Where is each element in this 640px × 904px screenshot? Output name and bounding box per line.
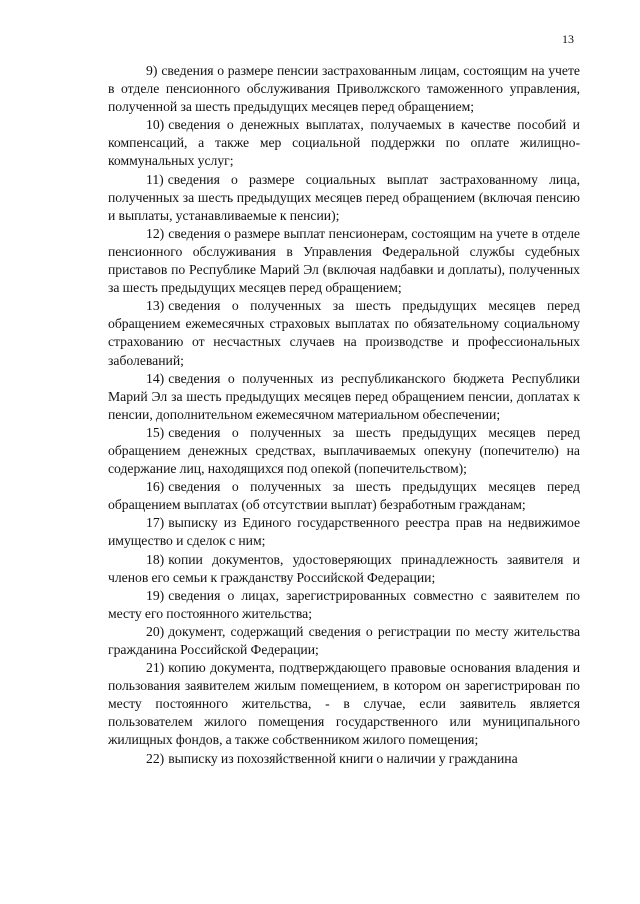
item-number: 10) [146,117,165,133]
list-item [108,370,580,424]
item-number: 21) [146,660,165,676]
item-text: сведения о размере пенсии застрахованным лицам, состоящим на учете в отделе пенсионного обслуживания Приволжского таможенного управления, полученной за шесть предыдущих месяцев перед обращением; [108,63,580,115]
item-text: сведения о полученных за шесть предыдущих месяцев перед обращением выплатах (об отсутствии выплат) безработным гражданам; [108,479,580,513]
item-number: 14) [146,370,165,386]
item-number: 17) [146,515,165,531]
item-number: 11) [146,171,164,187]
item-number: 13) [146,298,165,314]
item-text: сведения о полученных из республиканского бюджета Республики Марий Эл за шесть предыдущих месяцев перед обращением пенсии, доплатах к пенсии, дополнительном ежемесячном материальном обеспечении; [108,370,580,422]
item-number: 19) [146,587,165,603]
item-text: копии документов, удостоверяющих принадлежность заявителя и членов его семьи к гражданству Российской Федерации; [108,551,580,585]
list-item [108,587,580,623]
item-text: сведения о денежных выплатах, получаемых в качестве пособий и компенсаций, а также мер социальной поддержки по оплате жилищно-коммунальных услуг; [108,117,580,169]
item-text: сведения о полученных за шесть предыдущих месяцев перед обращением денежных средствах, выплачиваемых опекуну (попечителю) на содержание лиц, находящихся под опекой (попечительством); [108,424,580,477]
item-number: 16) [146,479,165,495]
item-text: сведения о лицах, зарегистрированных совместно с заявителем по месту его постоянного жительства; [108,587,580,621]
item-number: 9) [146,63,158,78]
document-body [108,62,580,768]
item-text: сведения о размере выплат пенсионерам, состоящим на учете в отделе пенсионного обслуживания в Управления Федеральной службы судебных приставов по Республике Марий Эл (включая надбавки и доплаты), полученных за шесть предыдущих месяцев перед обращением; [108,225,580,296]
item-text: документ, содержащий сведения о регистрации по месту жительства гражданина Российской Федерации; [108,623,580,657]
item-number: 20) [146,623,165,639]
page-number: 13 [562,32,574,46]
list-item [108,659,580,749]
list-item [108,424,580,478]
list-item [108,478,580,514]
item-text: копию документа, подтверждающего правовые основания владения и пользования заявителем жилым помещением, в котором он зарегистрирован по месту постоянного жительства, - в случае, если заявитель является пользователем жилого помещения государственного или муниципального жилищных фондов, а также собственником жилого помещения; [108,660,580,748]
list-item [108,62,580,116]
list-item [108,116,580,170]
list-item [108,297,580,369]
list-item [108,225,580,297]
list-item [108,171,580,225]
item-number: 12) [146,225,165,241]
item-text: выписку из Единого государственного реестра прав на недвижимое имущество и сделок с ним; [108,515,580,549]
list-item [108,551,580,587]
item-text: сведения о размере социальных выплат застрахованному лица, полученных за шесть предыдущих месяцев перед обращением (включая пенсию и выплаты, устанавливаемые к пенсии); [108,171,580,223]
item-number: 22) [146,750,165,766]
list-item [108,750,580,768]
item-number: 18) [146,551,165,567]
item-text: сведения о полученных за шесть предыдущих месяцев перед обращением ежемесячных страховых выплатах по обязательному социальному страхованию от несчастных случаев на производстве и профессиональных заболеваний; [108,298,580,368]
list-item [108,623,580,659]
item-text: выписку из похозяйственной книги о наличии у гражданина [168,750,518,766]
list-item [108,514,580,550]
item-number: 15) [146,424,165,440]
